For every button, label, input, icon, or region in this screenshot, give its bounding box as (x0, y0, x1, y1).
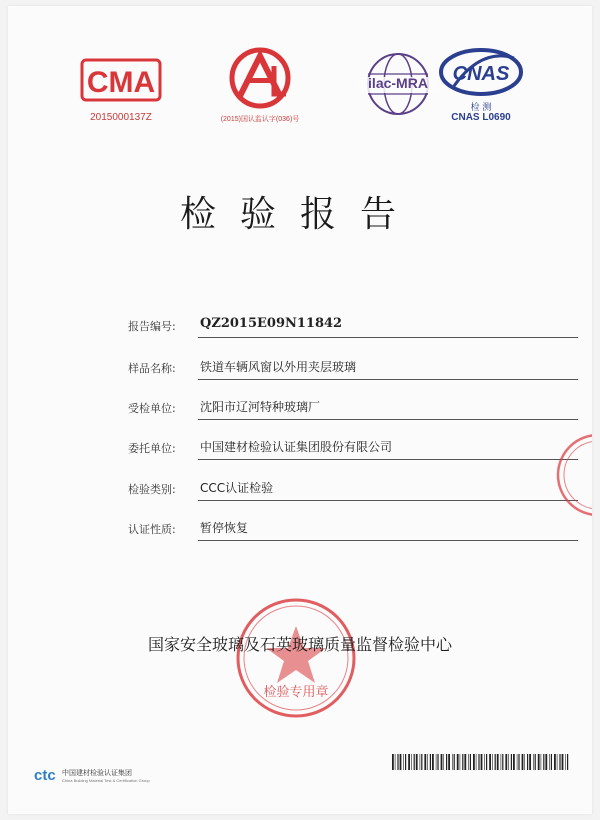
barcode-bar (436, 754, 437, 770)
barcode-bar (408, 754, 410, 770)
barcode-bar (462, 754, 463, 770)
barcode-bar (400, 754, 402, 770)
barcode-bar (432, 754, 434, 770)
field-underline (198, 337, 578, 338)
barcode-bar (473, 754, 475, 770)
barcode-bar (427, 754, 428, 770)
barcode-bar (559, 754, 560, 770)
barcode-bar (505, 754, 507, 770)
field-value: 沈阳市辽河特种玻璃厂 (200, 400, 321, 414)
barcode-bar (403, 754, 404, 770)
barcode-bar (392, 754, 394, 770)
field-label: 检验类别: (128, 483, 176, 496)
barcode-bar (527, 754, 528, 770)
barcode-bar (416, 754, 418, 770)
field-value: 暂停恢复 (200, 521, 249, 535)
barcode-bar (529, 754, 531, 770)
barcode-bar (535, 754, 536, 770)
barcode-bar (492, 754, 493, 770)
partial-seal-icon (548, 430, 592, 520)
field-value: CCC认证检验 (200, 481, 274, 495)
ilac-mra-logo (356, 46, 440, 122)
barcode-bar (430, 754, 431, 770)
barcode-bar (405, 754, 406, 770)
barcode-bar (421, 754, 422, 770)
barcode-bar (495, 754, 496, 770)
field-label: 认证性质: (128, 523, 176, 536)
barcode-bar (497, 754, 499, 770)
field-label: 样品名称: (128, 362, 176, 375)
cnas-text: CNAS (452, 63, 510, 85)
field-underline (198, 459, 578, 460)
barcode-bar (446, 754, 447, 770)
barcode-bar (554, 754, 556, 770)
barcode-bar (464, 754, 466, 770)
barcode-bar (522, 754, 524, 770)
cma-logo (78, 54, 164, 124)
svg-text:ctc: ctc (34, 767, 56, 784)
issuer-name: 国家安全玻璃及石英玻璃质量监督检验中心 (147, 635, 452, 654)
barcode-bar (443, 754, 444, 770)
barcode-bar (517, 754, 518, 770)
barcode-bar (437, 754, 438, 770)
brand-sub: China Building Material Test & Certification Group (62, 778, 150, 783)
field-label: 报告编号: (128, 320, 176, 333)
barcode-bar (511, 754, 512, 770)
barcode-bar (420, 754, 421, 770)
barcode-icon (392, 754, 572, 770)
barcode-bar (524, 754, 525, 770)
brand-name: 中国建材检验认证集团 (62, 769, 132, 777)
barcode-bar (501, 754, 502, 770)
ilac-text: ilac-MRA (368, 75, 428, 91)
barcode-bar (562, 754, 564, 770)
barcode-bar (476, 754, 477, 770)
barcode-bar (513, 754, 515, 770)
stamp-text: 检验专用章 (263, 685, 329, 700)
barcode-bar (460, 754, 461, 770)
barcode-bar (457, 754, 459, 770)
official-seal-icon (234, 596, 358, 720)
field-underline (198, 379, 578, 380)
field-underline (198, 540, 578, 541)
barcode-bar (486, 754, 487, 770)
barcode-bar (565, 754, 566, 770)
barcode-bar (541, 754, 542, 770)
cnas-mark-icon (436, 44, 526, 100)
barcode-bar (549, 754, 550, 770)
cnas-logo (436, 44, 526, 126)
barcode-bar (545, 754, 547, 770)
cnas-sub: 检 测 (470, 103, 492, 113)
field-label: 受检单位: (128, 402, 176, 415)
barcode-bar (567, 754, 568, 770)
barcode-bar (478, 754, 479, 770)
barcode-bar (414, 754, 415, 770)
field-value: QZ2015E09N11842 (200, 316, 343, 331)
field-underline (198, 500, 578, 501)
field-value: 中国建材检验认证集团股份有限公司 (200, 440, 393, 454)
svg-text:CMA: CMA (86, 66, 156, 99)
barcode-bar (470, 754, 471, 770)
cal-code: (2015)国认监认字(036)号 (220, 116, 300, 123)
barcode-bar (411, 754, 412, 770)
barcode-bar (518, 754, 519, 770)
cnas-code: CNAS L0690 (451, 112, 511, 123)
barcode-bar (424, 754, 426, 770)
barcode-bar (551, 754, 552, 770)
barcode-bar (397, 754, 398, 770)
barcode-bar (538, 754, 540, 770)
cal-mark-icon (200, 46, 320, 110)
field-value: 铁道车辆风窗以外用夹层玻璃 (200, 360, 357, 374)
barcode-bar (441, 754, 443, 770)
barcode-bar (557, 754, 558, 770)
page-title: 检验报告 (179, 194, 420, 235)
barcode-bar (502, 754, 503, 770)
barcode-bar (489, 754, 491, 770)
cma-code: 2015000137Z (90, 112, 152, 123)
barcode-bar (452, 754, 453, 770)
barcode-bar (533, 754, 534, 770)
field-underline (198, 419, 578, 420)
barcode-bar (508, 754, 509, 770)
ctc-logo-icon (34, 766, 62, 784)
barcode-bar (448, 754, 450, 770)
barcode-bar (395, 754, 396, 770)
barcode-bar (468, 754, 469, 770)
barcode-bar (484, 754, 485, 770)
field-label: 委托单位: (128, 442, 176, 455)
cal-logo (200, 46, 320, 126)
cma-mark-icon (78, 54, 164, 106)
barcode-bar (543, 754, 544, 770)
barcode-bar (481, 754, 483, 770)
barcode-bar (454, 754, 455, 770)
